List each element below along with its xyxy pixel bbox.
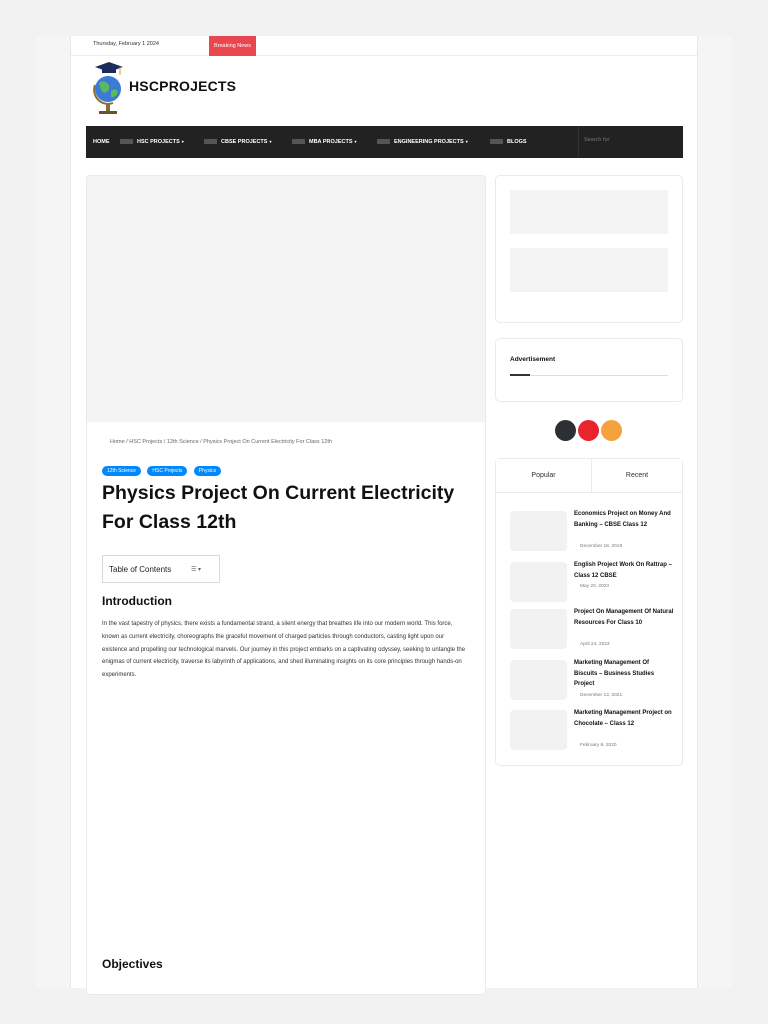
advertisement-widget <box>495 338 683 402</box>
widget-tabs <box>496 459 682 492</box>
category-badge[interactable]: 12th Science <box>102 466 141 476</box>
table-of-contents-toggle[interactable] <box>102 555 220 583</box>
site-container <box>70 36 698 988</box>
popular-recent-widget <box>495 458 683 766</box>
divider <box>510 375 668 376</box>
site-name: HSCPROJECTS <box>129 78 237 94</box>
post-title[interactable]: Marketing Management Project on Chocolate – Class 12 <box>574 710 672 727</box>
toc-label: Table of Contents <box>109 565 172 574</box>
menu-icon <box>490 139 503 144</box>
social-icon-dark[interactable] <box>555 420 576 441</box>
post-title[interactable]: English Project Work On Rattrap – Class 12 CBSE <box>574 562 672 579</box>
site-logo[interactable] <box>89 61 249 119</box>
page-background <box>36 36 732 988</box>
nav-item-engineering-projects[interactable] <box>377 126 468 158</box>
divider <box>496 492 682 493</box>
nav-item-cbse-projects[interactable] <box>204 126 271 158</box>
post-thumbnail[interactable] <box>510 609 567 649</box>
search-input[interactable] <box>584 137 674 143</box>
chevron-down-icon: ▾ <box>181 139 184 144</box>
list-item[interactable] <box>510 607 675 651</box>
list-item[interactable] <box>510 560 675 604</box>
featured-ad-placeholder <box>87 176 485 422</box>
page-title: Physics Project On Current Electricity For Class 12th <box>102 482 455 533</box>
introduction-paragraph: In the vast tapestry of physics, there exists a fundamental strand, a silent energy that breathes life into our modern world. This force, known as current electricity, choreographs the graceful movement of charged particles through conductors, casting light upon our existence and propelling our technological marvels. Our journey in this project embarks on a captivating odyssey, seeking to untangle the enigmas of current electricity, traverse its labyrinth of applications, and shed illuminating insights on its core principles through hands-on experiments. <box>102 621 466 679</box>
nav-label: BLOGS <box>507 139 527 145</box>
post-thumbnail[interactable] <box>510 562 567 602</box>
menu-icon <box>377 139 390 144</box>
post-title[interactable]: Marketing Management Of Biscuits – Business Studies Project <box>574 660 655 687</box>
breaking-news-label[interactable]: Breaking News <box>209 36 256 56</box>
nav-search <box>578 126 683 158</box>
social-icon-red[interactable] <box>578 420 599 441</box>
ad-slot <box>510 248 668 292</box>
post-title[interactable]: Project On Management Of Natural Resources For Class 10 <box>574 609 674 626</box>
nav-item-hsc-projects[interactable] <box>120 126 184 158</box>
post-date: February 8, 2020 <box>580 743 617 748</box>
nav-label: HOME <box>93 139 110 145</box>
category-badge[interactable]: Physics <box>194 466 221 476</box>
menu-icon <box>204 139 217 144</box>
nav-item-home[interactable] <box>93 126 110 158</box>
menu-icon <box>292 139 305 144</box>
post-date: December 18, 2019 <box>580 544 623 549</box>
post-date: December 13, 2021 <box>580 693 623 698</box>
objectives-heading: Objectives <box>102 957 163 971</box>
chevron-down-icon: ▾ <box>269 139 272 144</box>
post-thumbnail[interactable] <box>510 511 567 551</box>
nav-label: CBSE PROJECTS <box>221 139 268 145</box>
list-item[interactable] <box>510 509 675 553</box>
category-badges <box>102 459 223 477</box>
list-item[interactable] <box>510 658 675 702</box>
nav-item-blogs[interactable] <box>490 126 527 158</box>
nav-item-mba-projects[interactable] <box>292 126 357 158</box>
globe-graduation-logo-icon <box>89 61 129 119</box>
social-icon-orange[interactable] <box>601 420 622 441</box>
nav-label: MBA PROJECTS <box>309 139 353 145</box>
category-badge[interactable]: HSC Projects <box>147 466 187 476</box>
divider-accent <box>510 374 530 376</box>
ad-slot <box>510 190 668 234</box>
top-date: Thursday, February 1 2024 <box>93 41 159 47</box>
chevron-down-icon: ▾ <box>465 139 468 144</box>
list-toggle-icon: ☰ ▾ <box>191 567 202 573</box>
main-navigation <box>86 126 683 158</box>
menu-icon <box>120 139 133 144</box>
tab-recent[interactable]: Recent <box>592 459 682 492</box>
top-bar <box>71 36 699 56</box>
post-date: May 20, 2023 <box>580 584 610 589</box>
post-thumbnail[interactable] <box>510 660 567 700</box>
post-thumbnail[interactable] <box>510 710 567 750</box>
breadcrumb[interactable]: Home / HSC Projects / 12th Science / Physics Project On Current Electricity For Class 12th <box>110 439 332 445</box>
post-date: April 24, 2023 <box>580 642 610 647</box>
sidebar-ad-widget <box>495 175 683 323</box>
introduction-heading: Introduction <box>102 594 172 608</box>
nav-label: HSC PROJECTS <box>137 139 180 145</box>
nav-label: ENGINEERING PROJECTS <box>394 139 464 145</box>
advertisement-label: Advertisement <box>510 356 556 363</box>
article-card <box>86 175 486 995</box>
post-title[interactable]: Economics Project on Money And Banking – CBSE Class 12 <box>574 511 671 528</box>
list-item[interactable] <box>510 708 675 752</box>
tab-popular[interactable]: Popular <box>496 459 592 492</box>
chevron-down-icon: ▾ <box>354 139 357 144</box>
